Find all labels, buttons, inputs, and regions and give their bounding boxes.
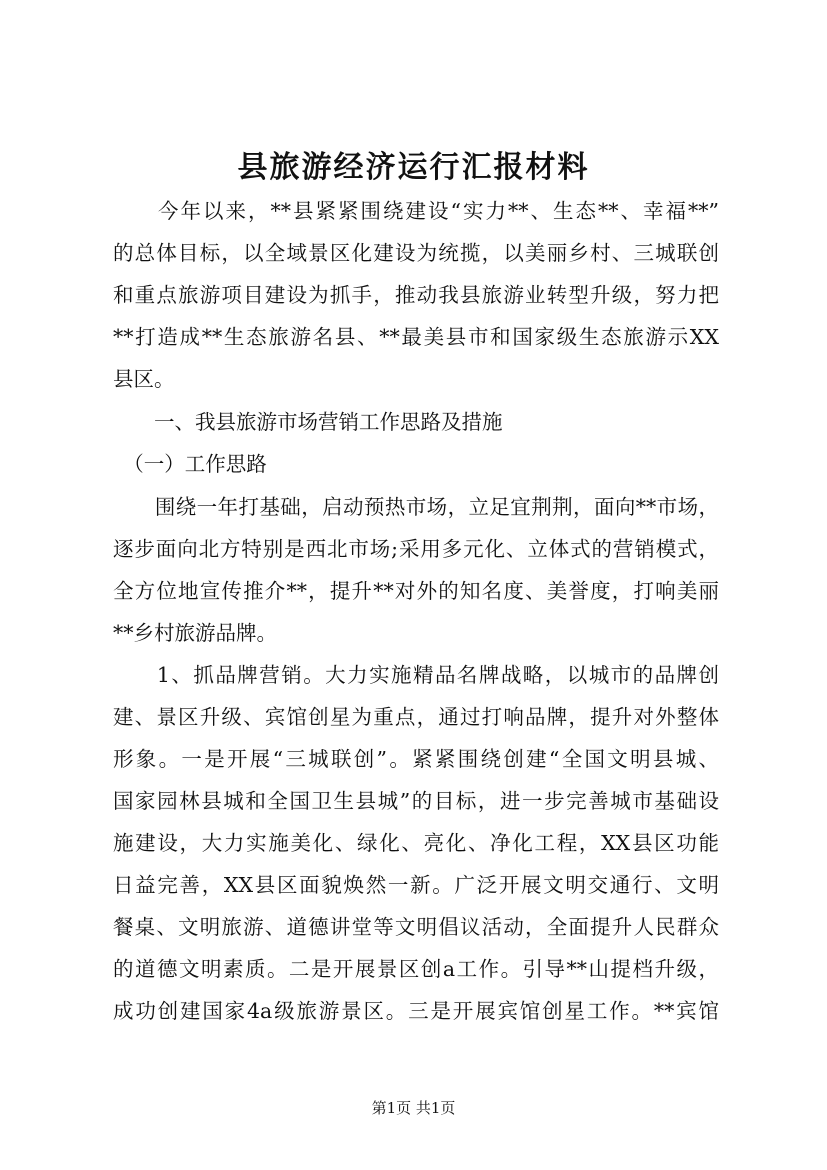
body-line: 建、景区升级、宾馆创星为重点，通过打响品牌，提升对外整体	[113, 705, 719, 729]
body-line: 施建设，大力实施美化、绿化、亮化、净化工程，XX县区功能	[113, 831, 719, 855]
body-line: 全方位地宣传推介**，提升**对外的知名度、美誉度，打响美丽	[113, 579, 719, 603]
body-line: 日益完善，XX县区面貌焕然一新。广泛开展文明交通行、文明	[113, 873, 719, 897]
body-line: 县区。	[113, 367, 175, 391]
body-line: **乡村旅游品牌。	[113, 621, 277, 645]
body-line: 逐步面向北方特别是西北市场;采用多元化、立体式的营销模式，	[113, 537, 719, 561]
body-line: 和重点旅游项目建设为抓手，推动我县旅游业转型升级，努力把	[113, 283, 719, 307]
body-line: 的总体目标，以全域景区化建设为统揽，以美丽乡村、三城联创	[113, 241, 719, 265]
body-line: 形象。一是开展“三城联创”。紧紧围绕创建“全国文明县城、	[113, 747, 719, 771]
body-line: 1、抓品牌营销。大力实施精品名牌战略，以城市的品牌创	[113, 663, 719, 687]
document-title: 县旅游经济运行汇报材料	[237, 150, 590, 185]
body-line: 餐桌、文明旅游、道德讲堂等文明倡议活动，全面提升人民群众	[113, 915, 719, 939]
body-line: 的道德文明素质。二是开展景区创a工作。引导**山提档升级，	[113, 957, 719, 981]
body-line: 成功创建国家4a级旅游景区。三是开展宾馆创星工作。**宾馆	[113, 999, 719, 1023]
body-line: 今年以来，**县紧紧围绕建设“实力**、生态**、幸福**”	[113, 199, 719, 223]
page-footer: 第1页 共1页	[371, 1099, 456, 1117]
body-line: 国家园林县城和全国卫生县城”的目标，进一步完善城市基础设	[113, 789, 719, 813]
section-heading: 一、我县旅游市场营销工作思路及措施	[113, 410, 503, 434]
body-line: 围绕一年打基础，启动预热市场，立足宜荆荆，面向**市场，	[113, 495, 719, 519]
subsection-heading: （一）工作思路	[113, 452, 267, 476]
body-line: **打造成**生态旅游名县、**最美县市和国家级生态旅游示XX	[113, 325, 719, 349]
